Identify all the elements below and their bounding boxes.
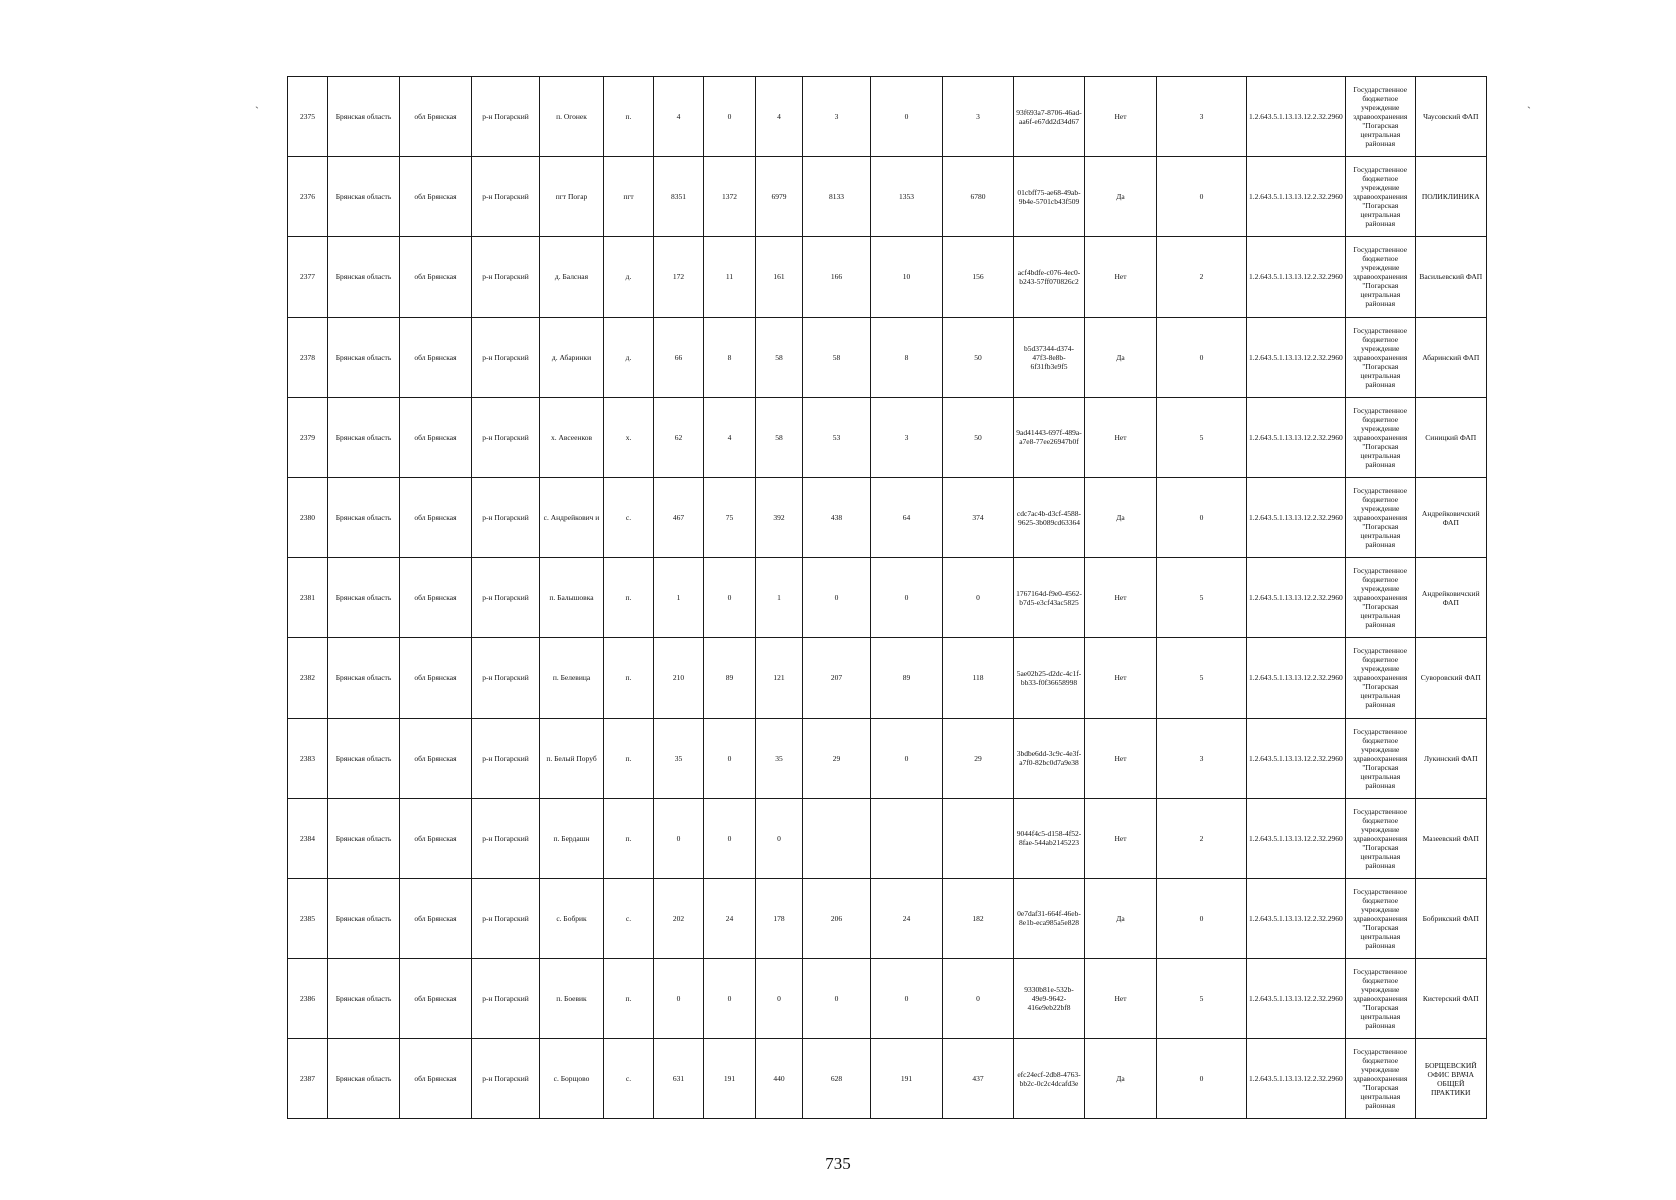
oblast-code: обл Брянская: [400, 477, 472, 557]
table-row: [288, 959, 1487, 1039]
region-name: Брянская область: [328, 157, 400, 237]
attached-adults: 118: [943, 638, 1014, 718]
fias-guid: 01cbff75-ae68-49ab-9b4e-5701cb43f509: [1014, 157, 1085, 237]
organization-name: Государственное бюджетное учреждение здравоохранения "Погарская центральная районная: [1345, 718, 1415, 798]
oblast-code: обл Брянская: [400, 1039, 472, 1119]
region-name: Брянская область: [328, 1039, 400, 1119]
org-oid: 1.2.643.5.1.13.13.12.2.32.2960: [1247, 317, 1346, 397]
locality-type: с.: [604, 477, 654, 557]
fias-guid: b5d37344-d374-47f3-8e8b-6f31fb3e9f5: [1014, 317, 1085, 397]
oblast-code: обл Брянская: [400, 558, 472, 638]
locality-type: п.: [604, 77, 654, 157]
district-name: р-н Погарский: [472, 77, 540, 157]
attached-total: 53: [803, 397, 871, 477]
attached-adults: 182: [943, 878, 1014, 958]
row-number: 2379: [288, 397, 328, 477]
org-oid: 1.2.643.5.1.13.13.12.2.32.2960: [1247, 237, 1346, 317]
district-name: р-н Погарский: [472, 878, 540, 958]
org-oid: 1.2.643.5.1.13.13.12.2.32.2960: [1247, 638, 1346, 718]
table-row: [288, 317, 1487, 397]
has-facility-flag: Нет: [1085, 718, 1157, 798]
has-facility-flag: Нет: [1085, 558, 1157, 638]
locality-name: пгт Погар: [540, 157, 604, 237]
attached-children: 3: [871, 397, 943, 477]
locality-name: п. Белевица: [540, 638, 604, 718]
facility-name: Мазеевский ФАП: [1415, 798, 1486, 878]
population-adults: 6979: [756, 157, 803, 237]
locality-name: п. Огонек: [540, 77, 604, 157]
table-row: [288, 718, 1487, 798]
fias-guid: 5ae02b25-d2dc-4c1f-bb33-f0f36658998: [1014, 638, 1085, 718]
attached-adults: 3: [943, 77, 1014, 157]
population-adults: 392: [756, 477, 803, 557]
table-row: [288, 878, 1487, 958]
fias-guid: acf4bdfe-c076-4ec0-b243-57ff070826c2: [1014, 237, 1085, 317]
locality-type: п.: [604, 558, 654, 638]
locality-type: п.: [604, 638, 654, 718]
region-name: Брянская область: [328, 397, 400, 477]
population-adults: 58: [756, 317, 803, 397]
org-oid: 1.2.643.5.1.13.13.12.2.32.2960: [1247, 798, 1346, 878]
row-number: 2387: [288, 1039, 328, 1119]
locality-type: п.: [604, 959, 654, 1039]
population-total: 0: [654, 798, 704, 878]
facility-name: Андрейковичский ФАП: [1415, 477, 1486, 557]
attached-adults: 374: [943, 477, 1014, 557]
org-oid: 1.2.643.5.1.13.13.12.2.32.2960: [1247, 397, 1346, 477]
population-children: 11: [704, 237, 756, 317]
organization-name: Государственное бюджетное учреждение здравоохранения "Погарская центральная районная: [1345, 237, 1415, 317]
district-name: р-н Погарский: [472, 477, 540, 557]
population-adults: 161: [756, 237, 803, 317]
fias-guid: 9044f4c5-d158-4f52-8fae-544ab2145223: [1014, 798, 1085, 878]
locality-name: п. Белый Поруб: [540, 718, 604, 798]
row-number: 2382: [288, 638, 328, 718]
attached-children: 10: [871, 237, 943, 317]
scan-speck: `: [255, 104, 259, 118]
table-row: [288, 477, 1487, 557]
row-number: 2377: [288, 237, 328, 317]
row-number: 2383: [288, 718, 328, 798]
population-adults: 0: [756, 959, 803, 1039]
attached-total: 438: [803, 477, 871, 557]
org-oid: 1.2.643.5.1.13.13.12.2.32.2960: [1247, 878, 1346, 958]
org-oid: 1.2.643.5.1.13.13.12.2.32.2960: [1247, 558, 1346, 638]
locality-name: п. Боевик: [540, 959, 604, 1039]
distance-category: 0: [1157, 157, 1247, 237]
distance-category: 0: [1157, 1039, 1247, 1119]
distance-category: 0: [1157, 317, 1247, 397]
table-row: [288, 77, 1487, 157]
population-total: 4: [654, 77, 704, 157]
fias-guid: 93f693a7-8706-46ad-aa6f-e67dd2d34d67: [1014, 77, 1085, 157]
organization-name: Государственное бюджетное учреждение здравоохранения "Погарская центральная районная: [1345, 878, 1415, 958]
locality-name: д. Абаринки: [540, 317, 604, 397]
locality-type: п.: [604, 718, 654, 798]
attached-children: 1353: [871, 157, 943, 237]
population-adults: 0: [756, 798, 803, 878]
locality-name: п. Балышовка: [540, 558, 604, 638]
table-row: [288, 237, 1487, 317]
population-adults: 178: [756, 878, 803, 958]
fias-guid: cdc7ac4b-d3cf-4588-9625-3b089cd63364: [1014, 477, 1085, 557]
org-oid: 1.2.643.5.1.13.13.12.2.32.2960: [1247, 959, 1346, 1039]
population-adults: 35: [756, 718, 803, 798]
fias-guid: 9ad41443-697f-489a-a7e8-77ee26947b0f: [1014, 397, 1085, 477]
attached-children: 0: [871, 959, 943, 1039]
has-facility-flag: Нет: [1085, 397, 1157, 477]
district-name: р-н Погарский: [472, 397, 540, 477]
table-row: [288, 558, 1487, 638]
row-number: 2384: [288, 798, 328, 878]
distance-category: 5: [1157, 959, 1247, 1039]
attached-adults: 50: [943, 317, 1014, 397]
row-number: 2386: [288, 959, 328, 1039]
distance-category: 5: [1157, 638, 1247, 718]
organization-name: Государственное бюджетное учреждение здравоохранения "Погарская центральная районная: [1345, 477, 1415, 557]
table-row: [288, 157, 1487, 237]
locality-name: с. Борщово: [540, 1039, 604, 1119]
oblast-code: обл Брянская: [400, 237, 472, 317]
region-name: Брянская область: [328, 878, 400, 958]
population-total: 172: [654, 237, 704, 317]
org-oid: 1.2.643.5.1.13.13.12.2.32.2960: [1247, 1039, 1346, 1119]
attached-children: 0: [871, 558, 943, 638]
region-name: Брянская область: [328, 77, 400, 157]
attached-children: 24: [871, 878, 943, 958]
attached-children: 191: [871, 1039, 943, 1119]
fias-guid: 3bdbe6dd-3c9c-4e3f-a7f0-82bc0d7a9e38: [1014, 718, 1085, 798]
attached-children: 0: [871, 77, 943, 157]
attached-adults: 0: [943, 959, 1014, 1039]
population-total: 210: [654, 638, 704, 718]
population-children: 8: [704, 317, 756, 397]
org-oid: 1.2.643.5.1.13.13.12.2.32.2960: [1247, 718, 1346, 798]
fias-guid: 9330b81e-532b-49e9-9642-416e9eb22bf8: [1014, 959, 1085, 1039]
population-children: 0: [704, 558, 756, 638]
oblast-code: обл Брянская: [400, 718, 472, 798]
org-oid: 1.2.643.5.1.13.13.12.2.32.2960: [1247, 477, 1346, 557]
population-total: 631: [654, 1039, 704, 1119]
attached-children: [871, 798, 943, 878]
district-name: р-н Погарский: [472, 237, 540, 317]
attached-total: [803, 798, 871, 878]
facility-name: Синицкий ФАП: [1415, 397, 1486, 477]
attached-children: 89: [871, 638, 943, 718]
has-facility-flag: Нет: [1085, 638, 1157, 718]
table-row: [288, 397, 1487, 477]
population-total: 62: [654, 397, 704, 477]
attached-adults: 6780: [943, 157, 1014, 237]
attached-adults: [943, 798, 1014, 878]
population-children: 0: [704, 959, 756, 1039]
attached-total: 166: [803, 237, 871, 317]
district-name: р-н Погарский: [472, 317, 540, 397]
organization-name: Государственное бюджетное учреждение здравоохранения "Погарская центральная районная: [1345, 397, 1415, 477]
oblast-code: обл Брянская: [400, 878, 472, 958]
facility-name: БОРЩЕВСКИЙ ОФИС ВРАЧА ОБЩЕЙ ПРАКТИКИ: [1415, 1039, 1486, 1119]
table-row: [288, 1039, 1487, 1119]
page-number: 735: [825, 1154, 851, 1173]
organization-name: Государственное бюджетное учреждение здравоохранения "Погарская центральная районная: [1345, 77, 1415, 157]
population-children: 191: [704, 1039, 756, 1119]
facility-name: Кистерский ФАП: [1415, 959, 1486, 1039]
organization-name: Государственное бюджетное учреждение здравоохранения "Погарская центральная районная: [1345, 1039, 1415, 1119]
region-name: Брянская область: [328, 718, 400, 798]
org-oid: 1.2.643.5.1.13.13.12.2.32.2960: [1247, 157, 1346, 237]
population-total: 66: [654, 317, 704, 397]
row-number: 2381: [288, 558, 328, 638]
table-row: [288, 798, 1487, 878]
has-facility-flag: Нет: [1085, 959, 1157, 1039]
distance-category: 3: [1157, 77, 1247, 157]
district-name: р-н Погарский: [472, 558, 540, 638]
attached-children: 8: [871, 317, 943, 397]
facility-name: Абаринский ФАП: [1415, 317, 1486, 397]
facility-name: ПОЛИКЛИНИКА: [1415, 157, 1486, 237]
attached-adults: 156: [943, 237, 1014, 317]
facility-name: Андрейковичский ФАП: [1415, 558, 1486, 638]
row-number: 2380: [288, 477, 328, 557]
region-name: Брянская область: [328, 558, 400, 638]
district-name: р-н Погарский: [472, 638, 540, 718]
locality-type: х.: [604, 397, 654, 477]
attached-total: 29: [803, 718, 871, 798]
population-children: 1372: [704, 157, 756, 237]
district-name: р-н Погарский: [472, 959, 540, 1039]
oblast-code: обл Брянская: [400, 397, 472, 477]
has-facility-flag: Да: [1085, 157, 1157, 237]
oblast-code: обл Брянская: [400, 77, 472, 157]
facility-name: Чаусовский ФАП: [1415, 77, 1486, 157]
locality-name: с. Андрейкович и: [540, 477, 604, 557]
attached-adults: 437: [943, 1039, 1014, 1119]
attached-total: 8133: [803, 157, 871, 237]
row-number: 2375: [288, 77, 328, 157]
district-name: р-н Погарский: [472, 798, 540, 878]
district-name: р-н Погарский: [472, 1039, 540, 1119]
table-row: [288, 638, 1487, 718]
locality-type: д.: [604, 317, 654, 397]
population-adults: 121: [756, 638, 803, 718]
has-facility-flag: Да: [1085, 1039, 1157, 1119]
table-body: [288, 77, 1487, 1119]
population-total: 467: [654, 477, 704, 557]
population-children: 0: [704, 718, 756, 798]
population-children: 0: [704, 798, 756, 878]
attached-total: 628: [803, 1039, 871, 1119]
has-facility-flag: Да: [1085, 878, 1157, 958]
attached-total: 0: [803, 558, 871, 638]
oblast-code: обл Брянская: [400, 959, 472, 1039]
fias-guid: efc24ecf-2db8-4763-bb2c-0c2c4dcafd3e: [1014, 1039, 1085, 1119]
region-name: Брянская область: [328, 959, 400, 1039]
attached-total: 0: [803, 959, 871, 1039]
locality-type: п.: [604, 798, 654, 878]
organization-name: Государственное бюджетное учреждение здравоохранения "Погарская центральная районная: [1345, 157, 1415, 237]
has-facility-flag: Да: [1085, 477, 1157, 557]
organization-name: Государственное бюджетное учреждение здравоохранения "Погарская центральная районная: [1345, 317, 1415, 397]
fias-guid: 1767164d-f9e0-4562-b7d5-e3cf43ac5825: [1014, 558, 1085, 638]
organization-name: Государственное бюджетное учреждение здравоохранения "Погарская центральная районная: [1345, 959, 1415, 1039]
locality-type: с.: [604, 878, 654, 958]
population-children: 0: [704, 77, 756, 157]
attached-adults: 0: [943, 558, 1014, 638]
population-children: 75: [704, 477, 756, 557]
population-total: 8351: [654, 157, 704, 237]
population-adults: 4: [756, 77, 803, 157]
population-children: 4: [704, 397, 756, 477]
population-total: 0: [654, 959, 704, 1039]
district-name: р-н Погарский: [472, 718, 540, 798]
district-name: р-н Погарский: [472, 157, 540, 237]
population-total: 202: [654, 878, 704, 958]
facility-name: Васильевский ФАП: [1415, 237, 1486, 317]
has-facility-flag: Нет: [1085, 237, 1157, 317]
oblast-code: обл Брянская: [400, 157, 472, 237]
attached-total: 206: [803, 878, 871, 958]
org-oid: 1.2.643.5.1.13.13.12.2.32.2960: [1247, 77, 1346, 157]
population-adults: 58: [756, 397, 803, 477]
fias-guid: 0e7daf31-664f-46eb-8e1b-eca985a5e828: [1014, 878, 1085, 958]
population-total: 1: [654, 558, 704, 638]
population-total: 35: [654, 718, 704, 798]
attached-total: 3: [803, 77, 871, 157]
region-name: Брянская область: [328, 317, 400, 397]
population-children: 89: [704, 638, 756, 718]
oblast-code: обл Брянская: [400, 798, 472, 878]
population-adults: 440: [756, 1039, 803, 1119]
distance-category: 2: [1157, 237, 1247, 317]
oblast-code: обл Брянская: [400, 638, 472, 718]
organization-name: Государственное бюджетное учреждение здравоохранения "Погарская центральная районная: [1345, 798, 1415, 878]
region-name: Брянская область: [328, 798, 400, 878]
facility-name: Бобрикский ФАП: [1415, 878, 1486, 958]
distance-category: 0: [1157, 878, 1247, 958]
row-number: 2376: [288, 157, 328, 237]
attached-children: 0: [871, 718, 943, 798]
settlements-table: [287, 76, 1487, 1119]
facility-name: Лукинский ФАП: [1415, 718, 1486, 798]
distance-category: 5: [1157, 558, 1247, 638]
attached-total: 207: [803, 638, 871, 718]
locality-type: д.: [604, 237, 654, 317]
locality-name: х. Авсеенков: [540, 397, 604, 477]
distance-category: 5: [1157, 397, 1247, 477]
has-facility-flag: Да: [1085, 317, 1157, 397]
attached-adults: 29: [943, 718, 1014, 798]
row-number: 2378: [288, 317, 328, 397]
attached-children: 64: [871, 477, 943, 557]
locality-name: д. Балсная: [540, 237, 604, 317]
oblast-code: обл Брянская: [400, 317, 472, 397]
distance-category: 3: [1157, 718, 1247, 798]
organization-name: Государственное бюджетное учреждение здравоохранения "Погарская центральная районная: [1345, 638, 1415, 718]
locality-name: п. Бердашн: [540, 798, 604, 878]
population-children: 24: [704, 878, 756, 958]
distance-category: 0: [1157, 477, 1247, 557]
region-name: Брянская область: [328, 477, 400, 557]
attached-total: 58: [803, 317, 871, 397]
locality-type: пгт: [604, 157, 654, 237]
region-name: Брянская область: [328, 638, 400, 718]
scan-speck: `: [1527, 104, 1531, 118]
locality-type: с.: [604, 1039, 654, 1119]
distance-category: 2: [1157, 798, 1247, 878]
locality-name: с. Бобрик: [540, 878, 604, 958]
has-facility-flag: Нет: [1085, 798, 1157, 878]
attached-adults: 50: [943, 397, 1014, 477]
facility-name: Суворовский ФАП: [1415, 638, 1486, 718]
region-name: Брянская область: [328, 237, 400, 317]
has-facility-flag: Нет: [1085, 77, 1157, 157]
row-number: 2385: [288, 878, 328, 958]
population-adults: 1: [756, 558, 803, 638]
organization-name: Государственное бюджетное учреждение здравоохранения "Погарская центральная районная: [1345, 558, 1415, 638]
